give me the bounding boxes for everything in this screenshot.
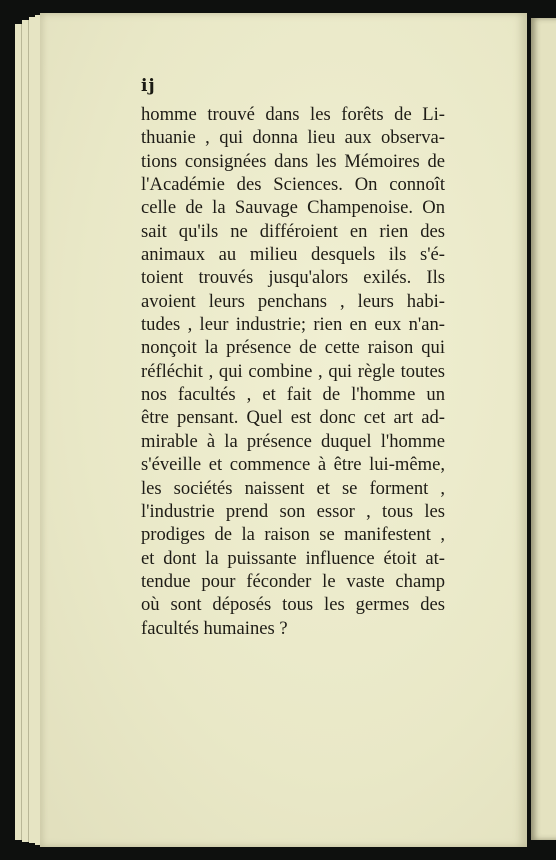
page-edge (22, 20, 29, 842)
text-line: réfléchit , qui combine , qui règle toutes (141, 360, 445, 382)
text-line: s'éveille et commence à être lui-même, (141, 454, 445, 476)
text-line: celle de la Sauvage Champenoise. On (141, 197, 445, 219)
text-line: où sont déposés tous les germes des (141, 594, 445, 616)
text-line: sait qu'ils ne différoient en rien des (141, 220, 445, 242)
facing-page-edge (531, 18, 556, 840)
text-line: être pensant. Quel est donc cet art ad- (141, 407, 445, 429)
text-line: thuanie , qui donna lieu aux observa- (141, 127, 445, 149)
text-line: avoient leurs penchans , leurs habi- (141, 290, 445, 312)
text-line: prodiges de la raison se manifestent , (141, 524, 445, 546)
text-line: homme trouvé dans les forêts de Li- (141, 104, 445, 125)
text-line: l'industrie prend son essor , tous les (141, 500, 445, 522)
text-line: tions consignées dans les Mémoires de (141, 150, 445, 172)
text-line: et dont la puissante influence étoit at- (141, 547, 445, 569)
text-line: animaux au milieu desquels ils s'é- (141, 244, 445, 266)
text-line: les sociétés naissent et se forment , (141, 477, 445, 499)
page-number: ij (141, 76, 156, 96)
text-line: nonçoit la présence de cette raison qui (141, 337, 445, 359)
text-line: tendue pour féconder le vaste champ (141, 570, 445, 592)
text-line: facultés humaines ? (141, 617, 288, 639)
body-text (141, 103, 445, 640)
text-line: mirable à la présence duquel l'homme (141, 430, 445, 452)
text-line: l'Académie des Sciences. On connoît (141, 174, 445, 196)
text-line: nos facultés , et fait de l'homme un (141, 384, 445, 406)
text-line: toient trouvés jusqu'alors exilés. Ils (141, 267, 445, 289)
page-edge (15, 24, 22, 840)
text-line: tudes , leur industrie; rien en eux n'an- (141, 314, 445, 336)
